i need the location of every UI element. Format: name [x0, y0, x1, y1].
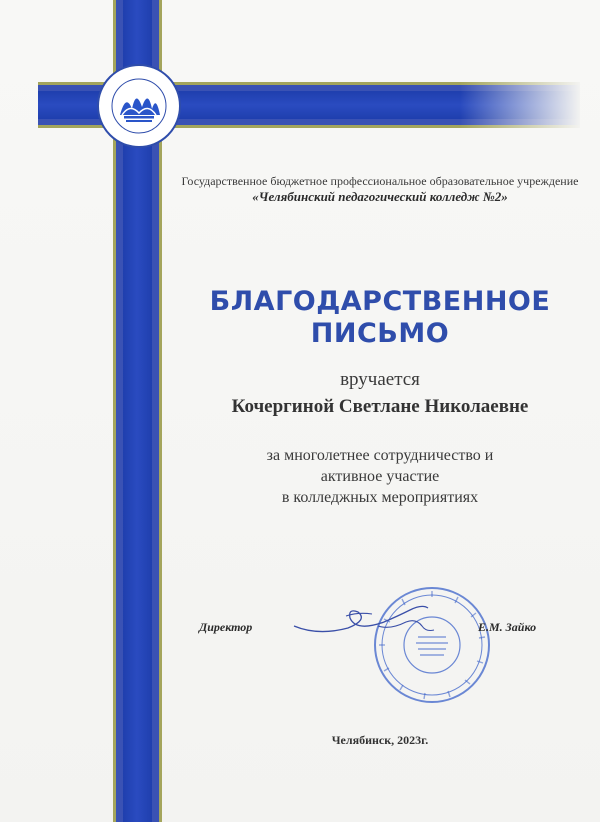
institution-type: Государственное бюджетное профессиональное образовательное учреждение [181, 174, 579, 188]
signatory-role: Директор [199, 620, 253, 634]
signatory-name: Е.М. Зайко [478, 620, 537, 634]
recipient-name: Кочергиной Светлане Николаевне [231, 396, 529, 417]
reason-line-3: в колледжных мероприятиях [281, 489, 479, 506]
city-year: Челябинск, 2023г. [331, 733, 429, 747]
institution-name: «Челябинский педагогический колледж №2» [252, 189, 508, 204]
director-signature-icon [288, 598, 438, 648]
awarded-label: вручается [340, 369, 420, 390]
reason-line-1: за многолетнее сотрудничество и [266, 447, 494, 464]
college-logo-icon [96, 63, 182, 149]
reason-line-2: активное участие [320, 468, 440, 485]
document-title-line-1: БЛАГОДАРСТВЕННОЕ [209, 286, 551, 317]
document-title-line-2: ПИСЬМО [310, 318, 450, 349]
